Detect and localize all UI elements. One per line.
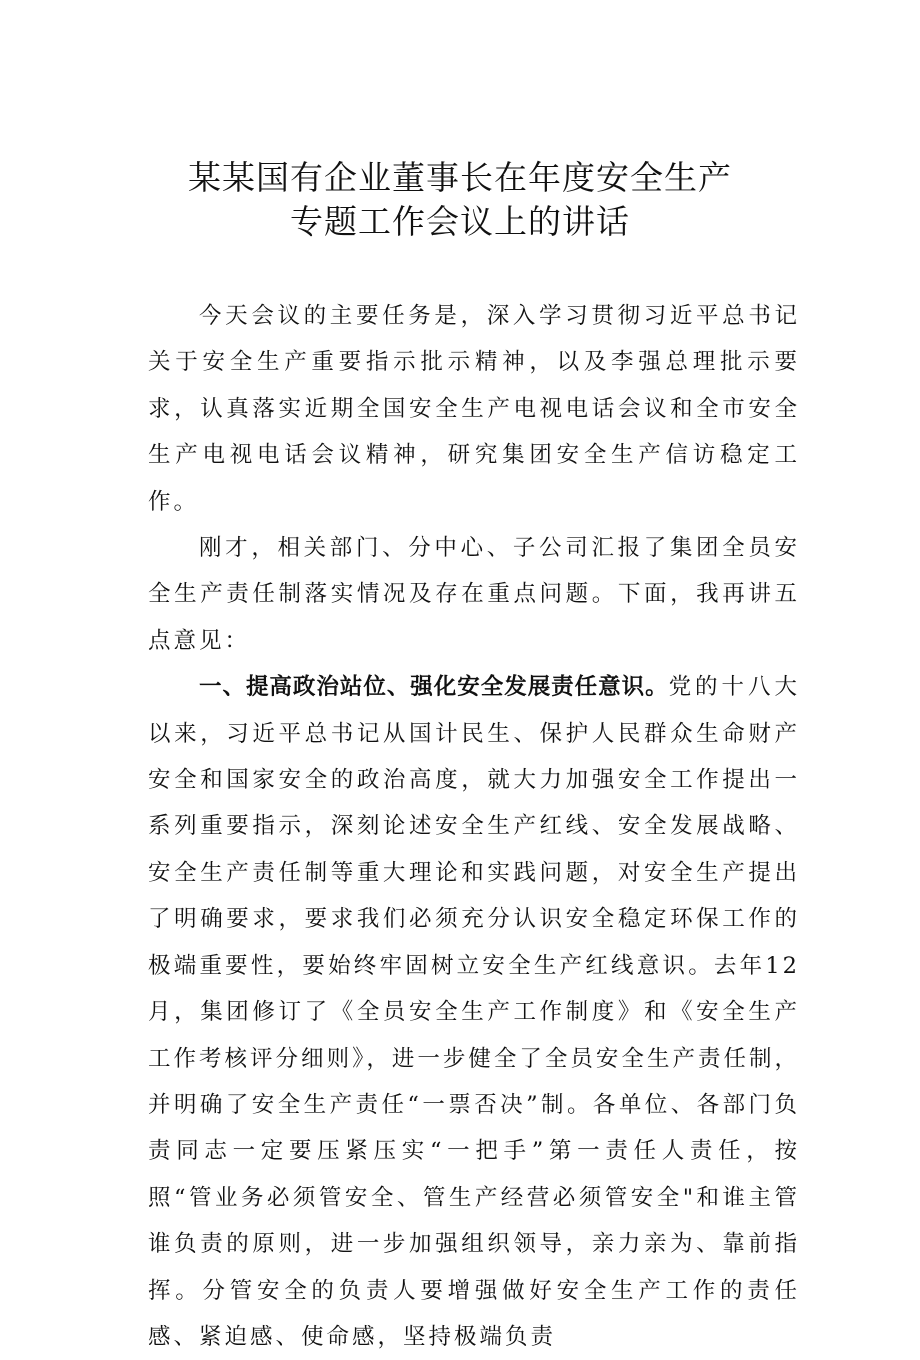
document-title-line-1: 某某国有企业董事长在年度安全生产 [188,158,732,197]
paragraph-section-1 [148,664,800,1360]
document-body [148,293,800,1360]
paragraph-intro: 今天会议的主要任务是，深入学习贯彻习近平总书记关于安全生产重要指示批示精神，以及李强总理批示要求，认真落实近期全国安全生产电视电话会议和全市安全生产电视电话会议精神，研究集团安全生产信访稳定工作。 [148,303,800,515]
document-title-line-2: 专题工作会议上的讲话 [290,202,630,241]
section-1-text: 党的十八大以来，习近平总书记从国计民生、保护人民群众生命财产安全和国家安全的政治高度，就大力加强安全工作提出一系列重要指示，深刻论述安全生产红线、安全发展战略、安全生产责任制等重大理论和实践问题，对安全生产提出了明确要求，要求我们必须充分认识安全稳定环保工作的极端重要性，要始终牢固树立安全生产红线意识。去年12月，集团修订了《全员安全生产工作制度》和《安全生产工作考核评分细则》，进一步健全了全员安全生产责任制，并明确了安全生产责任“一票否决”制。各单位、各部门负责同志一定要压紧压实“一把手”第一责任人责任，按照“管业务必须管安全、管生产经营必须管安全"和谁主管谁负责的原则，进一步加强组织领导，亲力亲为、靠前指挥。分管安全的负责人要增强做好安全生产工作的责任感、紧迫感、使命感，坚持极端负责 [148,674,800,1350]
paragraph-reports: 刚才，相关部门、分中心、子公司汇报了集团全员安全生产责任制落实情况及存在重点问题。下面，我再讲五点意见： [148,535,800,654]
section-1-heading: 一、提高政治站位、强化安全发展责任意识。 [199,674,669,701]
